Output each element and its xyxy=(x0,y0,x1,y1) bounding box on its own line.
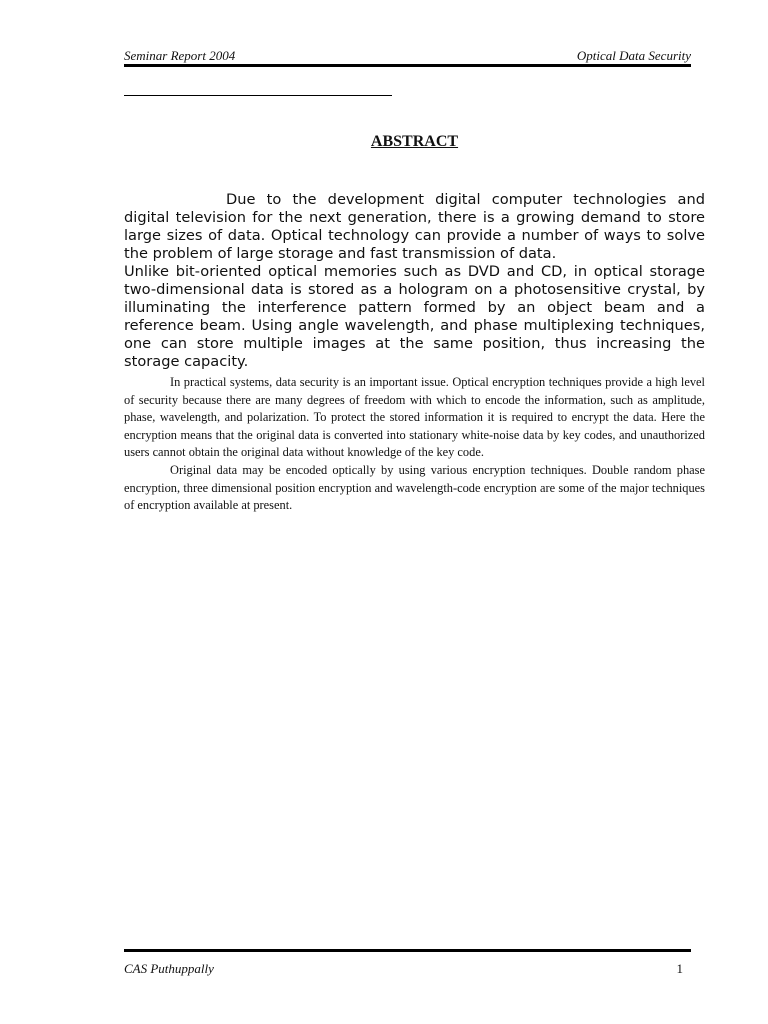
header-report-title: Seminar Report 2004 xyxy=(124,48,236,63)
short-divider xyxy=(124,95,392,96)
page-footer xyxy=(124,961,691,979)
paragraph: Due to the development digital computer technologies and digital television for the next generation, there is a growing demand to store large sizes of data. Optical technology can provide a number of ways to solve the problem of large storage and fast transmission of data. xyxy=(124,191,705,262)
footer-divider xyxy=(124,949,691,952)
paragraph: Unlike bit-oriented optical memories such as DVD and CD, in optical storage two-dimensional data is stored as a hologram on a photosensitive crystal, by illuminating the interference pattern formed by an object beam and a reference beam. Using angle wavelength, and phase multiplexing techniques, one can store multiple images at the same position, thus increasing the storage capacity. xyxy=(124,263,705,370)
footer-institution: CAS Puthuppally xyxy=(124,961,214,976)
paragraph: In practical systems, data security is an important issue. Optical encryption techniques provide a high level of security because there are many degrees of freedom with which to encode the information, such as amplitude, phase, wavelength, and polarization. To protect the stored information it is required to encrypt the data. Here the encryption means that the original data is converted into stationary white-noise data by key codes, and unauthorized users cannot obtain the original data without knowledge of the key code. xyxy=(124,375,705,460)
abstract-body-serif xyxy=(124,374,705,515)
paragraph: Original data may be encoded optically by using various encryption techniques. Double random phase encryption, three dimensional position encryption and wavelength-code encryption are some of the major techniques of encryption available at present. xyxy=(124,462,705,513)
page-number: 1 xyxy=(676,961,683,976)
header-divider xyxy=(124,64,691,67)
page-title: ABSTRACT xyxy=(370,133,459,150)
abstract-body-sans xyxy=(124,191,705,371)
header-topic-title: Optical Data Security xyxy=(576,48,691,63)
